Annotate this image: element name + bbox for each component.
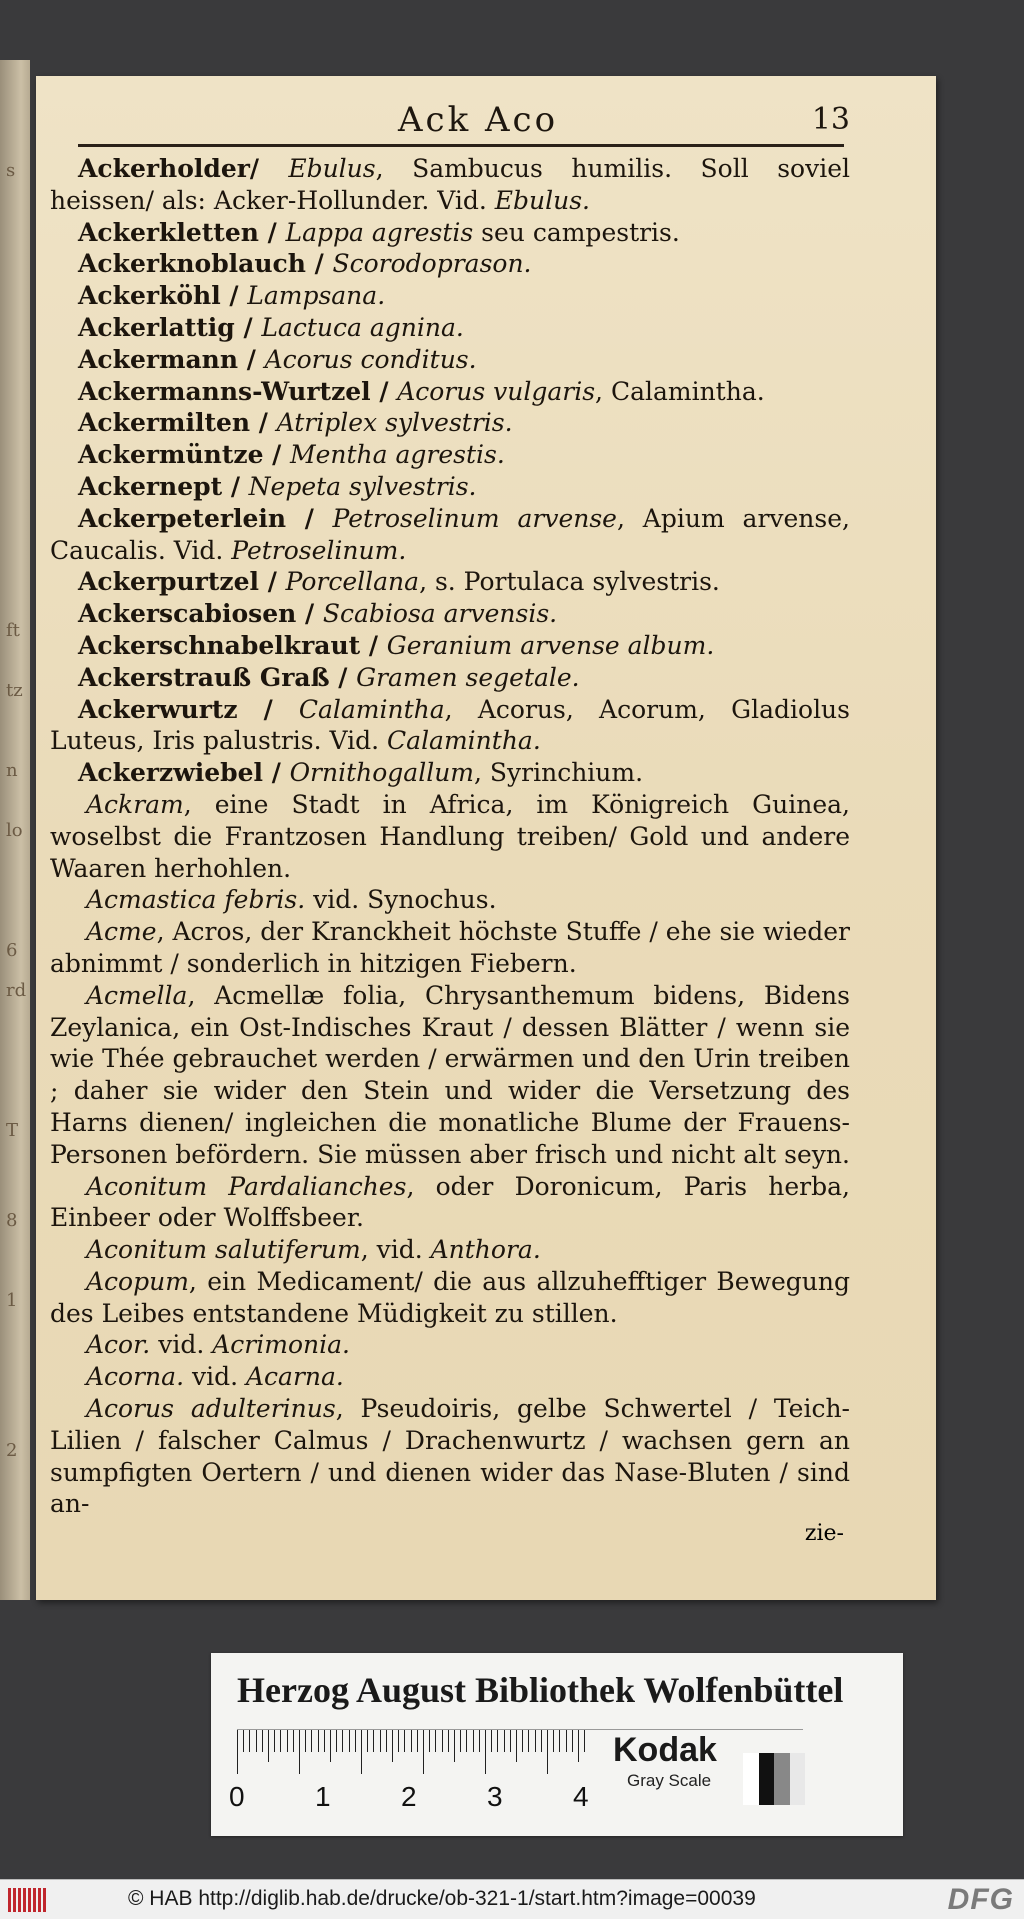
entry-latin-term: Nepeta sylvestris. (248, 471, 477, 501)
ruler-tick (491, 1730, 492, 1752)
ruler-tick (454, 1730, 455, 1762)
ruler-tick (404, 1730, 405, 1752)
ruler-tick (373, 1730, 374, 1752)
ruler-tick (330, 1730, 331, 1762)
ruler-tick (516, 1730, 517, 1762)
entry-latin-term: Ebulus (288, 154, 376, 183)
ruler-tick (237, 1730, 238, 1774)
ruler-tick (510, 1730, 511, 1752)
page-number: 13 (811, 102, 850, 137)
ruler-tick (293, 1730, 294, 1752)
entry-headword: Ackerwurtz / (78, 694, 299, 724)
dictionary-entry (50, 407, 850, 439)
scale-number: 3 (487, 1781, 503, 1812)
entry-text: , ein Medicament/ die aus allzuhefftiger Bewegung des Leibes entstandene Müdigkeit zu stillen. (50, 1266, 850, 1328)
entry-headword: Ackerkletten / (78, 217, 286, 247)
scale-ruler (237, 1729, 803, 1786)
dictionary-entries (50, 153, 850, 1520)
entry-headword: Ackerknoblauch / (78, 249, 333, 279)
ruler-tick (497, 1730, 498, 1752)
dictionary-entry (50, 1266, 850, 1330)
ruler-tick (274, 1730, 275, 1752)
dictionary-entry (50, 789, 850, 884)
entry-latin-term: Lampsana. (247, 281, 386, 311)
scale-number: 2 (401, 1781, 417, 1812)
ruler-tick (504, 1730, 505, 1752)
dictionary-entry (50, 280, 850, 312)
entry-headword: Ackermilten / (78, 408, 277, 438)
entry-latin-term: Atriplex sylvestris. (276, 408, 513, 438)
dictionary-entry (50, 1329, 850, 1361)
ruler-tick (256, 1730, 257, 1752)
entry-latin-term: Ebulus. (494, 185, 590, 215)
entry-headword: Ackerpeterlein / (78, 503, 333, 533)
entry-text: , Pseudoiris, gelbe Schwertel / Teich-Lilien / falscher Calmus / Drachenwurtz / wachsen gern an sumpfigten Oertern / und dienen wider das Nase-Bluten / sind an- (50, 1394, 850, 1519)
entry-text: , Sambucus humilis. Soll soviel heissen/ als: Acker-Hollunder. Vid. (50, 154, 850, 215)
dictionary-entry (50, 694, 850, 758)
page-header (78, 100, 850, 147)
ruler-tick (280, 1730, 281, 1752)
entry-headword: Ackerstrauß Graß / (78, 662, 357, 692)
gray-patches (743, 1753, 805, 1805)
entry-latin-term: Acmella (86, 980, 188, 1010)
dictionary-entry (50, 1393, 850, 1520)
entry-headword: Ackerlattig / (78, 312, 262, 342)
scale-number: 0 (229, 1781, 245, 1812)
ruler-tick (553, 1730, 554, 1752)
entry-text: , eine Stadt in Africa, im Königreich Guinea, woselbst die Frantzosen Handlung treiben/ Gold und andere Waaren herhohlen. (50, 789, 850, 883)
ruler-tick (473, 1730, 474, 1752)
entry-headword: Ackermann / (78, 344, 265, 374)
ruler-tick (442, 1730, 443, 1752)
ruler-tick (349, 1730, 350, 1752)
ruler-tick (311, 1730, 312, 1752)
entry-latin-term: Aconitum salutiferum (86, 1235, 361, 1265)
scale-number: 4 (573, 1781, 589, 1812)
ruler-tick (361, 1730, 362, 1774)
ruler-tick (584, 1730, 585, 1752)
previous-page-edge: s ft tz n lo 6 rd T 8 1 2 (0, 60, 30, 1600)
entry-latin-term: Porcellana (285, 567, 420, 597)
dictionary-entry (50, 916, 850, 980)
entry-latin-term: Acorna. (86, 1362, 185, 1392)
library-name: Herzog August Bibliothek Wolfenbüttel (237, 1670, 844, 1710)
dictionary-entry (50, 217, 850, 249)
ruler-tick (541, 1730, 542, 1752)
ruler-tick (268, 1730, 269, 1762)
ruler-tick (566, 1730, 567, 1752)
entry-text: , Apium arvense, Caucalis. Vid. (50, 503, 850, 565)
entry-latin-term: Acopum (86, 1266, 189, 1296)
entry-headword: Ackerholder/ (78, 154, 289, 183)
ruler-tick (398, 1730, 399, 1752)
ruler-tick (429, 1730, 430, 1752)
entry-text: , Calamintha. (595, 376, 765, 406)
entry-headword: Ackerscabiosen / (78, 599, 323, 629)
ruler-tick (367, 1730, 368, 1752)
dictionary-entry (50, 884, 850, 916)
ruler-tick (411, 1730, 412, 1752)
ruler-tick (392, 1730, 393, 1762)
entry-latin-term: Scabiosa arvensis. (322, 599, 558, 629)
entry-headword: Ackernept / (78, 471, 249, 501)
entry-headword: Ackerköhl / (78, 281, 248, 311)
entry-latin-term: Aconitum Pardalianches (86, 1171, 407, 1201)
entry-latin-term: Acorus conditus. (264, 344, 477, 374)
entry-text: vid. (150, 1330, 213, 1360)
ruler-tick (299, 1730, 300, 1774)
dictionary-entry (50, 312, 850, 344)
entry-latin-term: Acme (86, 917, 157, 947)
hab-logo-icon (8, 1888, 48, 1912)
dictionary-entry (50, 376, 850, 408)
viewer-footer (0, 1879, 1024, 1919)
entry-latin-term: Gramen segetale. (356, 662, 580, 692)
dictionary-entry (50, 598, 850, 630)
catchword: zie- (804, 1521, 844, 1547)
dictionary-entry (50, 503, 850, 567)
entry-text: , Acros, der Kranckheit höchste Stuffe / ehe sie wieder abnimmt / sonderlich in hitzigen Fiebern. (50, 917, 850, 978)
dictionary-entry (50, 1361, 850, 1393)
entry-text: vid. Synochus. (305, 885, 497, 915)
entry-latin-term: Lappa agrestis (285, 217, 474, 247)
color-target-card (211, 1653, 903, 1836)
ruler-tick (386, 1730, 387, 1752)
entry-headword: Ackermüntze / (78, 440, 291, 470)
running-head: Ack Aco (398, 100, 559, 140)
book-page (36, 76, 936, 1600)
entry-latin-term: Geranium arvense album. (386, 630, 715, 660)
ruler-tick (380, 1730, 381, 1752)
entry-text: , s. Portulaca sylvestris. (419, 567, 720, 597)
ruler-tick (435, 1730, 436, 1752)
entry-text: , Syrinchium. (474, 758, 644, 788)
ruler-tick (578, 1730, 579, 1762)
ruler-tick (528, 1730, 529, 1752)
copyright-link[interactable]: © HAB http://diglib.hab.de/drucke/ob-321-1/start.htm?image=00039 (128, 1887, 756, 1910)
entry-latin-term: Acarna. (245, 1362, 344, 1392)
entry-latin-term: Anthora. (430, 1235, 541, 1265)
entry-latin-term: Lactuca agnina. (261, 312, 464, 342)
dictionary-entry (50, 566, 850, 598)
dictionary-entry (50, 248, 850, 280)
entry-text: seu campestris. (473, 217, 680, 247)
dictionary-entry (50, 980, 850, 1171)
ruler-tick (318, 1730, 319, 1752)
ruler-tick (466, 1730, 467, 1752)
ruler-tick (249, 1730, 250, 1752)
ruler-tick (535, 1730, 536, 1752)
dictionary-entry (50, 344, 850, 376)
entry-headword: Ackerschnabelkraut / (78, 630, 387, 660)
ruler-tick (547, 1730, 548, 1774)
entry-latin-term: Calamintha. (387, 726, 541, 756)
ruler-tick (324, 1730, 325, 1752)
entry-latin-term: Mentha agrestis. (290, 440, 505, 470)
entry-latin-term: Acorus adulterinus (86, 1394, 336, 1424)
entry-latin-term: Ornithogallum (289, 758, 475, 788)
entry-text: vid. (184, 1362, 246, 1392)
ruler-tick (355, 1730, 356, 1752)
entry-text: , vid. (360, 1235, 431, 1265)
ruler-tick (485, 1730, 486, 1774)
entry-latin-term: Ackram (86, 789, 184, 819)
ruler-tick (559, 1730, 560, 1752)
dictionary-entry (50, 757, 850, 789)
entry-latin-term: Acrimonia. (212, 1330, 350, 1360)
gray-scale-label: Gray Scale (627, 1771, 712, 1790)
entry-text: , Acmellæ folia, Chrysanthemum bidens, Bidens Zeylanica, ein Ost-Indisches Kraut / dessen Blätter / wenn sie wie Thée gebrauchet werden / erwärmen und den Urin treiben ; daher sie wider den Stein und wider die Versetzung des Harns dienen/ ingleichen die monatliche Blume der Frauens-Personen befördern. Sie müssen aber frisch und nicht alt seyn. (50, 980, 850, 1169)
ruler-tick (305, 1730, 306, 1752)
entry-latin-term: Scorodoprason. (332, 249, 532, 279)
dictionary-entry (50, 471, 850, 503)
dictionary-entry (50, 153, 850, 217)
dfg-logo: DFG (947, 1883, 1014, 1916)
dictionary-entry (50, 1171, 850, 1235)
ruler-tick (460, 1730, 461, 1752)
dictionary-entry (50, 662, 850, 694)
entry-headword: Ackerzwiebel / (78, 758, 290, 788)
ruler-tick (522, 1730, 523, 1752)
entry-text: , Acorus, Acorum, Gladiolus Luteus, Iris palustris. Vid. (50, 694, 850, 756)
entry-headword: Ackerpurtzel / (78, 567, 286, 597)
dictionary-entry (50, 439, 850, 471)
ruler-tick (572, 1730, 573, 1752)
entry-latin-term: Acor. (86, 1330, 151, 1360)
entry-latin-term: Acmastica febris. (86, 885, 306, 915)
kodak-logo: Kodak (613, 1731, 717, 1769)
ruler-tick (479, 1730, 480, 1752)
ruler-tick (448, 1730, 449, 1752)
entry-latin-term: Acorus vulgaris (397, 376, 596, 406)
entry-latin-term: Calamintha (298, 694, 445, 724)
ruler-tick (423, 1730, 424, 1774)
entry-latin-term: Petroselinum. (231, 535, 407, 565)
ruler-tick (243, 1730, 244, 1752)
dictionary-entry (50, 630, 850, 662)
dictionary-entry (50, 1234, 850, 1266)
ruler-tick (287, 1730, 288, 1752)
ruler-tick (342, 1730, 343, 1752)
entry-text: , oder Doronicum, Paris herba, Einbeer oder Wolffsbeer. (50, 1171, 850, 1233)
scale-number: 1 (315, 1781, 331, 1812)
ruler-tick (262, 1730, 263, 1752)
ruler-tick (336, 1730, 337, 1752)
entry-latin-term: Petroselinum arvense (332, 503, 617, 533)
entry-headword: Ackermanns-Wurtzel / (78, 376, 398, 406)
ruler-tick (417, 1730, 418, 1752)
page-content (50, 100, 850, 1548)
